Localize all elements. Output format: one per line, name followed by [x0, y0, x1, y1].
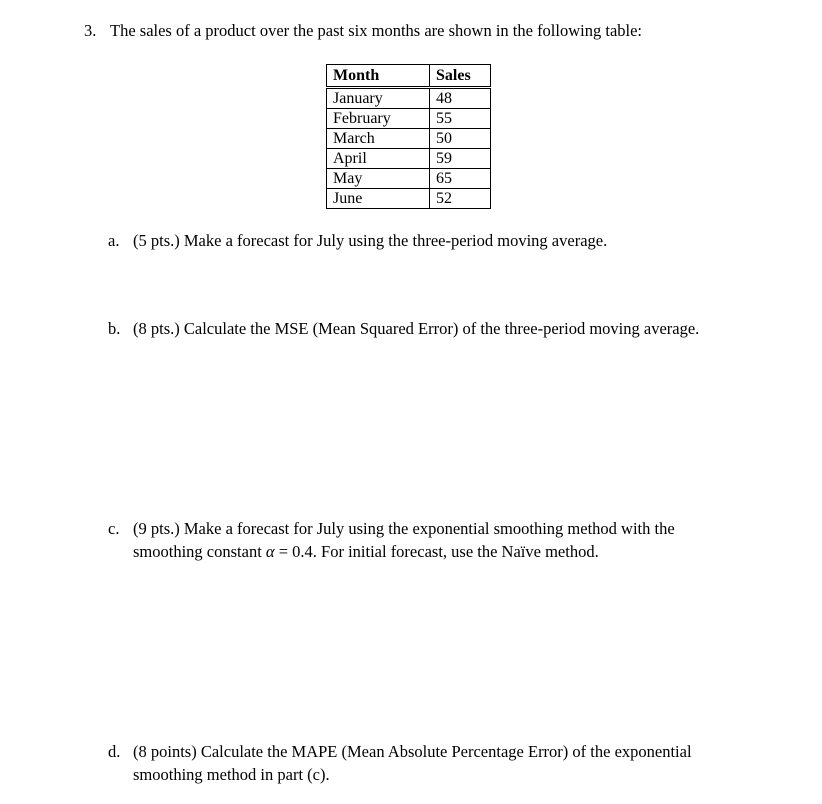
cell-month: April	[327, 149, 430, 169]
alpha-symbol: α	[265, 542, 275, 561]
cell-month: January	[327, 88, 430, 109]
part-a	[108, 229, 607, 252]
cell-sales: 55	[430, 109, 491, 129]
question-number: 3.	[84, 21, 97, 40]
header-month: Month	[327, 65, 430, 88]
cell-sales: 48	[430, 88, 491, 109]
sales-table	[326, 64, 491, 209]
part-c-line2-pre: smoothing constant	[133, 542, 266, 561]
header-sales: Sales	[430, 65, 491, 88]
part-c	[108, 517, 675, 563]
cell-sales: 52	[430, 189, 491, 209]
table-row	[327, 109, 491, 129]
cell-month: May	[327, 169, 430, 189]
part-d-text-line1: (8 points) Calculate the MAPE (Mean Absolute Percentage Error) of the exponential	[133, 742, 692, 761]
part-c-text-line2	[108, 540, 675, 563]
part-b-text: (8 pts.) Calculate the MSE (Mean Squared Error) of the three-period moving average.	[133, 319, 700, 338]
part-a-text: (5 pts.) Make a forecast for July using the three-period moving average.	[133, 231, 608, 250]
part-d-letter: d.	[108, 742, 121, 761]
part-a-letter: a.	[108, 231, 120, 250]
cell-sales: 59	[430, 149, 491, 169]
table-row	[327, 169, 491, 189]
question-text: The sales of a product over the past six months are shown in the following table:	[110, 21, 643, 40]
cell-month: June	[327, 189, 430, 209]
part-b	[108, 317, 699, 340]
part-c-letter: c.	[108, 519, 120, 538]
part-d-text-line2: smoothing method in part (c).	[133, 765, 330, 784]
cell-month: February	[327, 109, 430, 129]
table-row	[327, 129, 491, 149]
part-b-letter: b.	[108, 319, 121, 338]
part-c-text-line1: (9 pts.) Make a forecast for July using the exponential smoothing method with the	[133, 519, 675, 538]
part-d	[108, 740, 692, 786]
part-c-line2-post: = 0.4. For initial forecast, use the Naïve method.	[274, 542, 599, 561]
cell-sales: 50	[430, 129, 491, 149]
cell-sales: 65	[430, 169, 491, 189]
cell-month: March	[327, 129, 430, 149]
question-header	[84, 20, 642, 42]
table-header-row	[327, 65, 491, 88]
table-row	[327, 88, 491, 109]
table-row	[327, 149, 491, 169]
table-row	[327, 189, 491, 209]
